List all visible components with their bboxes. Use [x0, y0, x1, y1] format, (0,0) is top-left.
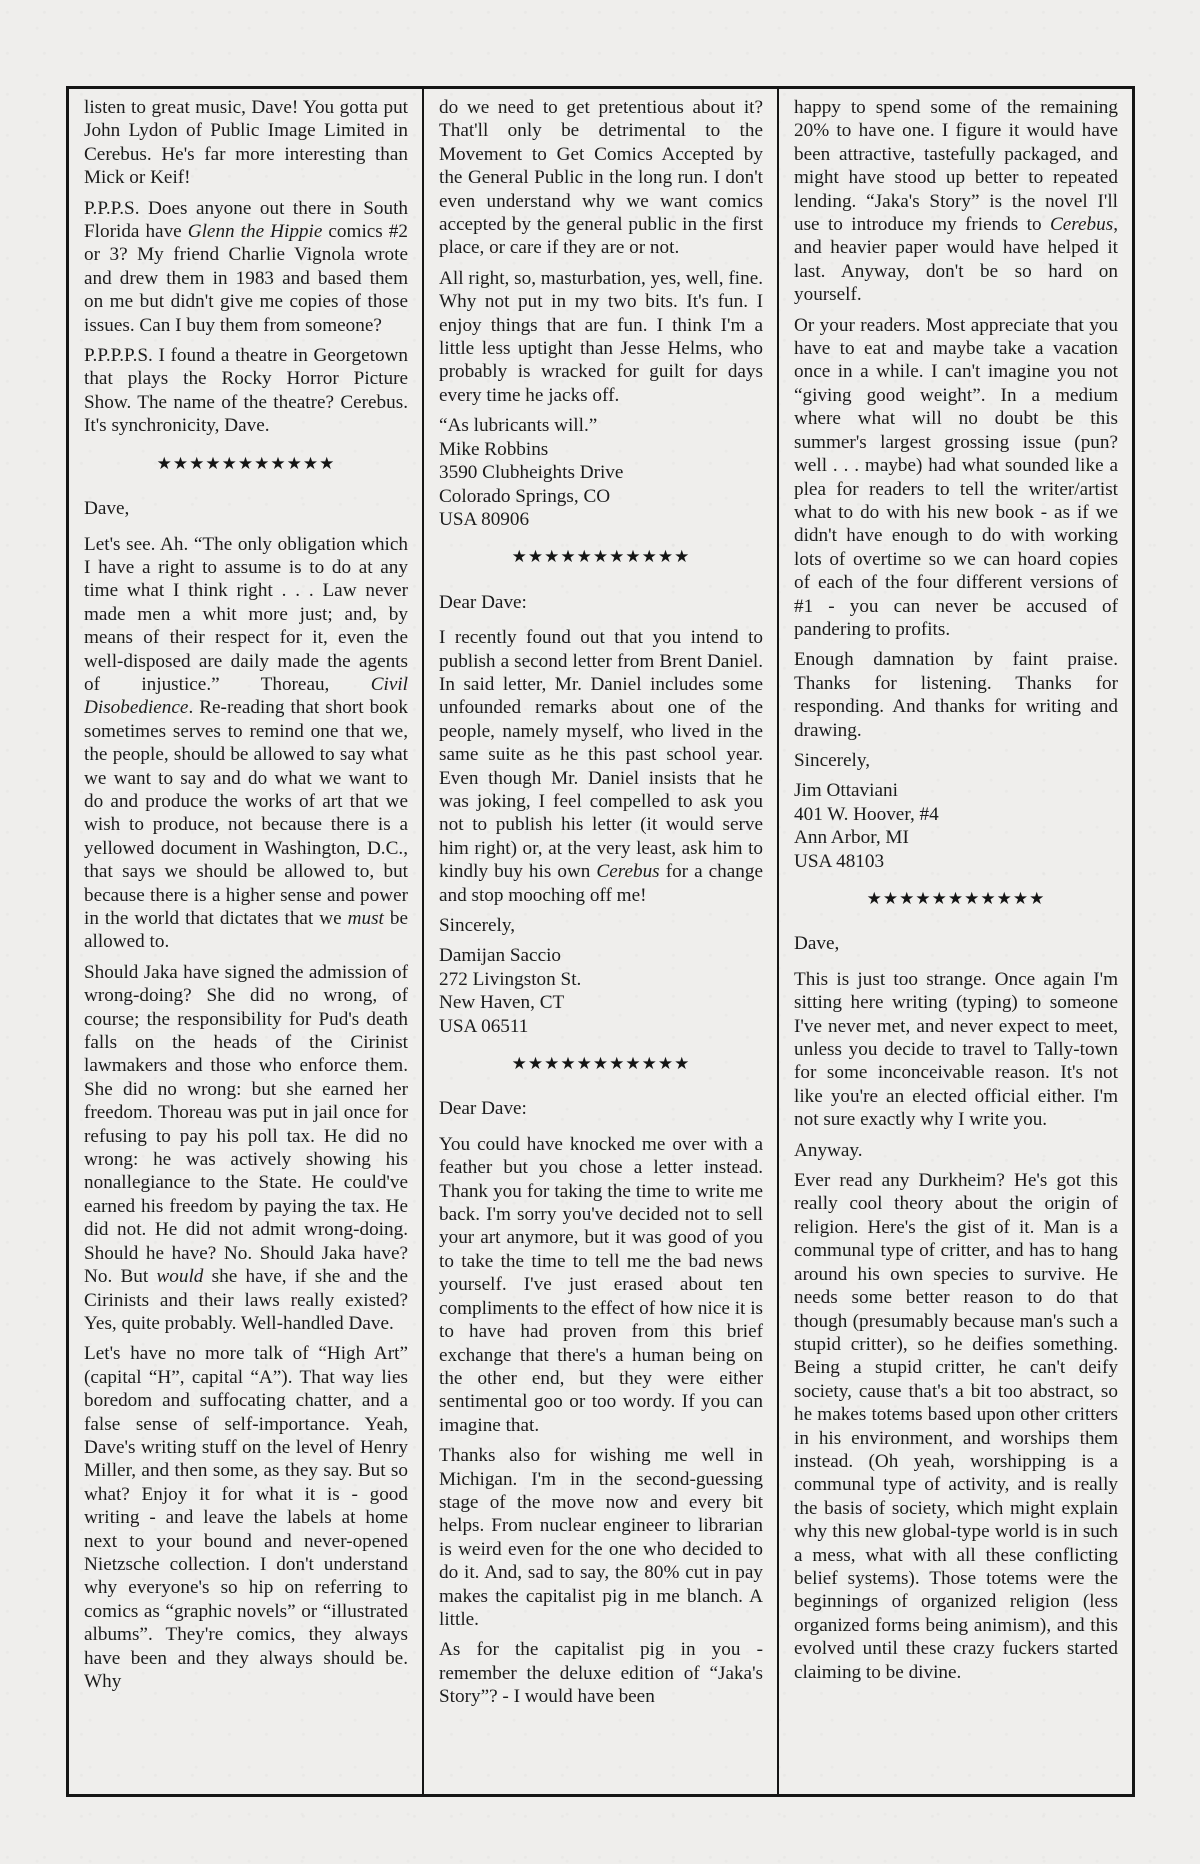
letter-paragraph: do we need to get pretentious about it? That'll only be detrimental to the Movement to Get Comics Accepted by the General Public in the long run. I don't even understand why we want comics accepted by the general public in the first place, or care if they are or not. — [439, 97, 763, 259]
letter-paragraph — [439, 626, 763, 907]
italic-title: Civil Disobedience — [84, 673, 408, 719]
italic-title: Cerebus — [1049, 214, 1114, 236]
letters-column-3 — [779, 89, 1132, 1794]
letter-paragraph: Thanks also for wishing me well in Michigan. I'm in the second-guessing stage of the move now and every bit helps. From nuclear engineer to librarian is weird even for the one who decided to do it. And, sad to say, the 80% cut in pay makes the capitalist pig in me blanch. A little. — [439, 1445, 763, 1630]
letter-separator-stars: ★★★★★★★★★★★ — [866, 889, 1046, 908]
letter-signature-line: USA 48103 — [794, 850, 885, 872]
letter-paragraph: P.P.P.P.S. I found a theatre in Georgetown that plays the Rocky Horror Picture Show. The name of the theatre? Cerebus. It's synchronicity, Dave. — [84, 345, 408, 437]
letter-paragraph — [84, 961, 408, 1336]
letter-paragraph: Ever read any Durkheim? He's got this really cool theory about the origin of religion. Here's the gist of it. Man is a communal type of critter, and has to hang around his own species to survive. He needs some better reason to do that though (presumably because man's such a stupid critter), so he deifies something. Being a stupid critter, he can't deify society, cause that's a bit too abstract, so he makes totems based upon other critters in his environment, and worships them instead. (Oh yeah, worshipping is a communal type of activity, and is really the basis of society, which might explain why this new global-type world is in such a mess, what with all these conflicting belief systems). Those totems were the beginnings of organized religion (less organized forms being animism), and this evolved until these crazy fuckers started claiming to be divine. — [794, 1170, 1118, 1683]
letter-signature-line: Ann Arbor, MI — [794, 827, 909, 849]
text-run: I recently found out that you intend to publish a second letter from Brent Daniel. In said letter, Mr. Daniel includes some unfounded remarks about one of the people, namely myself, who lived in the same suite as he this past school year. Even though Mr. Daniel insists that he was joking, I feel compelled to ask you not to publish his letter (it would serve him right) or, at the very least, ask him to kindly buy his own — [439, 627, 763, 883]
text-run: happy to spend some of the remaining 20% to have one. I figure it would have been attractive, tastefully packaged, and might have stood up better to repeated lending. “Jaka's Story” is the novel I'll use to introduce my friends to — [794, 97, 1118, 236]
letter-paragraph — [84, 197, 408, 337]
letter-paragraph: Enough damnation by faint praise. Thanks for listening. Thanks for responding. And thanks for writing and drawing. — [794, 649, 1118, 741]
text-run: . Re-reading that short book sometimes serves to remind one that we, the people, should be allowed to say what we want to say and do what we want to do and produce the works of art that we wish to produce, not because there is a yellowed document in Washington, D.C., that says we should be allowed to, but because there is a higher sense and power in the world that dictates that we — [84, 697, 408, 929]
text-run: , and heavier paper would have helped it last. Anyway, don't be so hard on yourself. — [794, 214, 1118, 306]
letter-paragraph: Let's have no more talk of “High Art” (capital “H”, capital “A”). That way lies boredom and suffocating chatter, and a false sense of self-importance. Yeah, Dave's writing stuff on the level of Henry Miller, and then some, as they say. But so what? Enjoy it for what it is - good writing - and leave the labels at home next to your bound and never-opened Nietzsche collection. I don't understand why everyone's so hip on referring to comics as “graphic novels” or “illustrated albums”. They're comics, they always have been and they always should be. Why — [84, 1343, 408, 1692]
italic-title: must — [347, 908, 384, 929]
letter-signature-line: Mike Robbins — [439, 438, 549, 460]
text-run: Let's see. Ah. “The only obligation which I have a right to assume is to do at any time what I think right . . . Law never made men a whit more just; and, by means of their respect for it, even the well-disposed are daily made the agents of injustice.” Thoreau, — [84, 533, 408, 695]
letter-paragraph: Anyway. — [794, 1139, 863, 1161]
letter-signature-line: Damijan Saccio — [439, 945, 562, 967]
letter-paragraph — [794, 96, 1118, 307]
text-run: she have, if she and the Cirinists and their laws really existed? Yes, quite probably. Well-handled Dave. — [84, 1266, 408, 1334]
letter-salutation: Dear Dave: — [439, 1098, 527, 1120]
letter-paragraph: All right, so, masturbation, yes, well, fine. Why not put in my two bits. It's fun. I enjoy things that are fun. I think I'm a little less uptight than Jesse Helms, who probably is wracked for guilt for days every time he jacks off. — [439, 267, 764, 406]
letter-signature-line: 401 W. Hoover, #4 — [794, 803, 939, 825]
letter-signature-line: 272 Livingston St. — [439, 968, 582, 990]
letter-signature-line: Colorado Springs, CO — [439, 485, 611, 507]
text-run: Should Jaka have signed the admission of wrong-doing? She did no wrong, of course; the responsibility for Pud's death falls on the heads of the Cirinist lawmakers and those who enforce them. She did no wrong: but she earned her freedom. Thoreau was put in jail once for refusing to pay his poll tax. He did no wrong: he was actively showing his nonallegiance to the State. He could've earned his freedom by paying the tax. He did not. He did not admit wrong-doing. Should he have? No. Should Jaka have? No. But — [84, 961, 408, 1288]
letter-paragraph: Sincerely, — [439, 915, 516, 936]
letter-separator-stars: ★★★★★★★★★★★ — [156, 453, 336, 473]
letter-paragraph: You could have knocked me over with a feather but you chose a letter instead. Thank you for taking the time to write me back. I'm sorry you've decided not to sell your art anymore, but it was good of you to take the time to tell me the bad news yourself. I've just erased about ten compliments to the effect of how nice it is to have had proven from this brief exchange that there's a human being on the other end, but they were either sentimental goo or too wordy. If you can imagine that. — [439, 1133, 763, 1436]
letter-salutation: Dave, — [84, 498, 130, 520]
letter-paragraph — [84, 533, 408, 954]
letters-column-2 — [424, 89, 779, 1794]
text-run: P.P.P.S. Does anyone out there in South Florida have — [84, 197, 408, 243]
letter-signature-line: New Haven, CT — [439, 992, 565, 1014]
letter-paragraph: Sincerely, — [794, 749, 871, 771]
letter-signature-line: 3590 Clubheights Drive — [439, 462, 624, 484]
letter-signature-line: USA 80906 — [439, 508, 530, 530]
text-run: for a change and stop mooching off me! — [439, 861, 763, 906]
letter-paragraph: As for the capitalist pig in you - remember the deluxe edition of “Jaka's Story”? - I would have been — [439, 1639, 763, 1708]
letter-paragraph: Or your readers. Most appreciate that you have to eat and maybe take a vacation once in a while. I can't imagine you not “giving good weight”. In a medium where what will no doubt be this summer's largest grossing issue (pun? well . . . maybe) had what sounded like a plea for readers to tell the writer/artist what to do with his new book - as if we didn't have enough to do with working lots of overtime so we can hoard copies of each of the four different versions of #1 - you can never be accused of pandering to profits. — [794, 314, 1118, 640]
letter-signature-line: USA 06511 — [439, 1015, 529, 1037]
letter-salutation: Dear Dave: — [439, 591, 527, 613]
letters-page-frame — [66, 86, 1135, 1797]
letter-separator-stars: ★★★★★★★★★★★ — [511, 1054, 691, 1074]
letter-salutation: Dave, — [794, 933, 840, 955]
letters-column-1 — [69, 89, 424, 1794]
letter-paragraph: listen to great music, Dave! You gotta put John Lydon of Public Image Limited in Cerebus. He's far more interesting than Mick or Keif! — [84, 97, 408, 189]
italic-title: Glenn the Hippie — [187, 221, 323, 243]
text-run: be allowed to. — [84, 908, 408, 953]
letter-paragraph: This is just too strange. Once again I'm sitting here writing (typing) to someone I've never met, and never expect to meet, unless you decide to travel to Tally-town for some inconceivable reason. It's not like you're an elected official either. I'm not sure exactly why I write you. — [794, 968, 1118, 1131]
letter-separator-stars: ★★★★★★★★★★★ — [511, 547, 691, 567]
letter-signature-line: Jim Ottaviani — [794, 780, 898, 802]
text-run: comics #2 or 3? My friend Charlie Vignola wrote and drew them in 1983 and based them on me but didn't give me copies of those issues. Can I buy them from someone? — [84, 221, 408, 336]
letter-signature-line: “As lubricants will.” — [439, 415, 598, 437]
italic-title: Cerebus — [596, 861, 660, 883]
italic-title: would — [156, 1266, 204, 1288]
